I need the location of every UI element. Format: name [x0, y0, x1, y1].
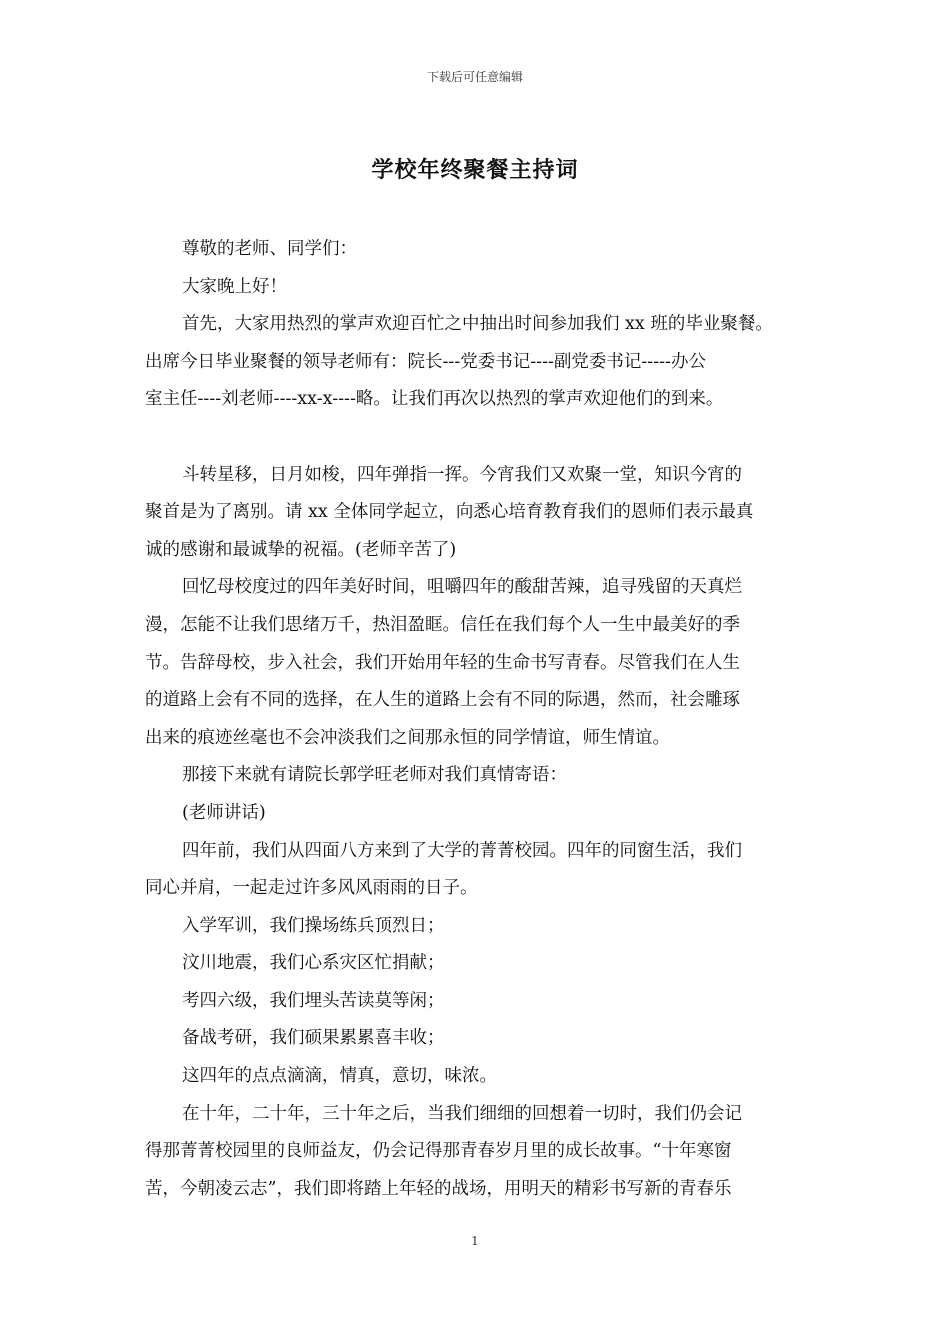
- text-line: 四年前，我们从四面八方来到了大学的菁菁校园。四年的同窗生活，我们: [182, 840, 742, 861]
- text-line: 得那菁菁校园里的良师益友，仍会记得那青春岁月里的成长故事。“十年寒窗: [145, 1141, 732, 1162]
- text-line: 同心并肩，一起走过许多风风雨雨的日子。: [145, 878, 478, 899]
- text-line: 斗转星移，日月如梭，四年弹指一挥。今宵我们又欢聚一堂，知识今宵的: [182, 464, 742, 485]
- page-number: 1: [471, 1234, 479, 1248]
- paragraph-postgrad: [145, 1020, 807, 1058]
- text-line: 室主任----刘老师----xx-x----略。让我们再次以热烈的掌声欢迎他们的到来。: [145, 389, 724, 410]
- text-line: 这四年的点点滴滴，情真，意切，味浓。: [182, 1066, 497, 1087]
- text-line: 考四六级，我们埋头苦读莫等闲；: [182, 990, 445, 1011]
- paragraph-military-training: [145, 908, 807, 946]
- text-line: 备战考研，我们硕果累累喜丰收；: [182, 1028, 445, 1049]
- text-line: 出来的痕迹丝毫也不会冲淡我们之间那永恒的同学情谊，师生情谊。: [145, 727, 670, 748]
- paragraph-greeting: [145, 269, 807, 307]
- text-line: 汶川地震，我们心系灾区忙捐献；: [182, 953, 445, 974]
- paragraph-thanks: [145, 457, 807, 570]
- paragraph-earthquake: [145, 945, 807, 983]
- page-header: 下载后可任意编辑: [426, 70, 523, 84]
- text-line: 回忆母校度过的四年美好时间，咀嚼四年的酸甜苦辣，追寻残留的天真烂: [182, 577, 742, 598]
- text-line: 出席今日毕业聚餐的领导老师有：院长---党委书记----副党委书记-----办公: [145, 351, 706, 372]
- paragraph-salutation: [145, 231, 807, 269]
- blank-line: [145, 419, 807, 457]
- text-line: 苦，今朝凌云志”，我们即将踏上年轻的战场，用明天的精彩书写新的青春乐: [145, 1178, 732, 1199]
- text-line: 诚的感谢和最诚挚的祝福。(老师辛苦了): [145, 539, 457, 560]
- paragraph-teacher-speech: [145, 795, 807, 833]
- text-line: 那接下来就有请院长郭学旺老师对我们真情寄语：: [182, 765, 567, 786]
- text-line: 漫，怎能不让我们思绪万千，热泪盈眶。信任在我们每个人一生中最美好的季: [145, 614, 740, 635]
- document-title: 学校年终聚餐主持词: [371, 157, 579, 183]
- text-line: 节。告辞母校，步入社会，我们开始用年轻的生命书写青春。尽管我们在人生: [145, 652, 740, 673]
- paragraph-memories: [145, 569, 807, 757]
- text-line: 入学军训，我们操场练兵顶烈日；: [182, 915, 445, 936]
- document-body: [145, 231, 807, 1208]
- paragraph-moments: [145, 1058, 807, 1096]
- paragraph-invite-speech: [145, 757, 807, 795]
- text-line: 的道路上会有不同的选择，在人生的道路上会有不同的际遇，然而，社会雕琢: [145, 690, 740, 711]
- text-line: 聚首是为了离别。请 xx 全体同学起立，向悉心培育教育我们的恩师们表示最真: [145, 502, 754, 523]
- text-line: 大家晚上好！: [182, 276, 287, 297]
- paragraph-exams: [145, 983, 807, 1021]
- text-line: 首先，大家用热烈的掌声欢迎百忙之中抽出时间参加我们 xx 班的毕业聚餐。: [182, 314, 773, 335]
- text-line: 尊敬的老师、同学们：: [182, 239, 357, 259]
- paragraph-four-years: [145, 833, 807, 908]
- text-line: (老师讲话): [182, 802, 266, 823]
- paragraph-welcome: [145, 306, 807, 419]
- paragraph-future: [145, 1096, 807, 1209]
- text-line: 在十年，二十年，三十年之后，当我们细细的回想着一切时，我们仍会记: [182, 1103, 742, 1124]
